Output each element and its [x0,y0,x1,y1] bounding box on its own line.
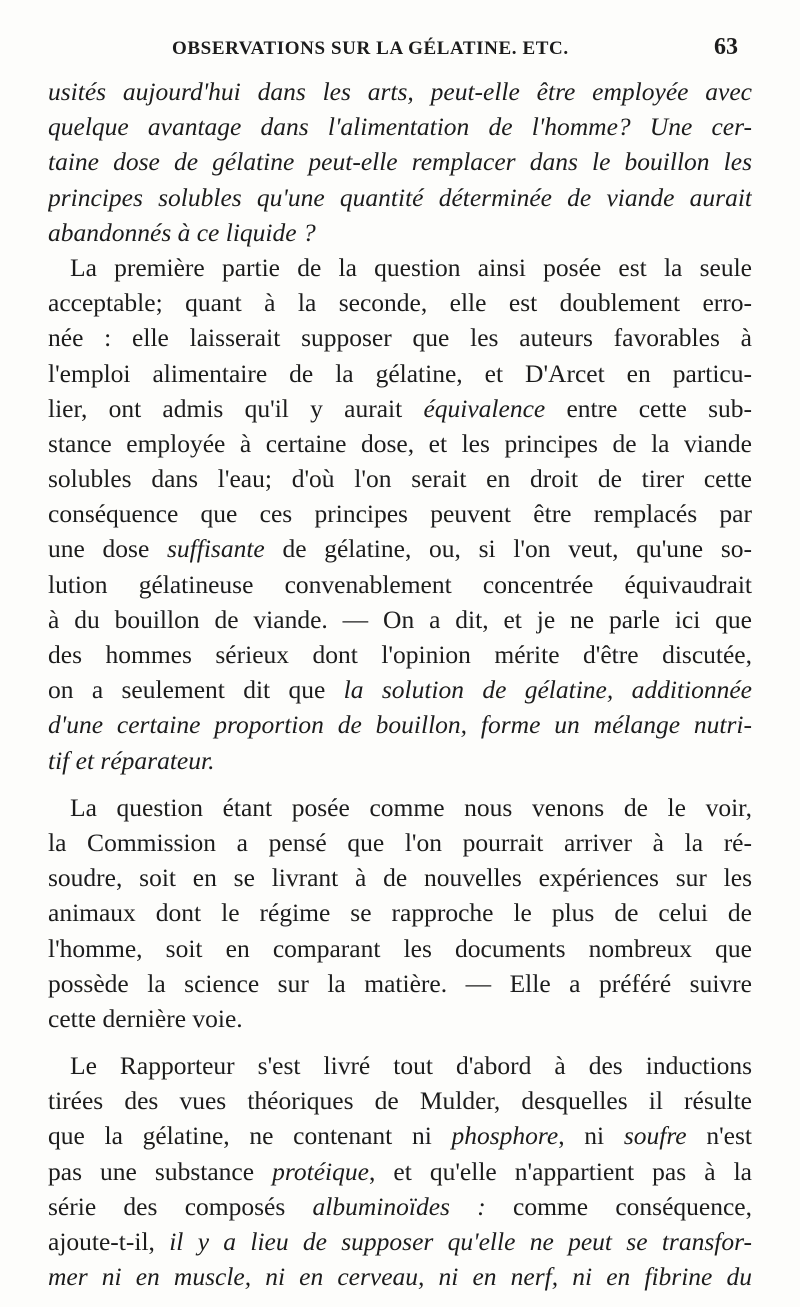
paragraph-rapporteur [48,1048,752,1294]
text-line: possède la science sur la matière. — Elle a préféré suivre [48,968,752,998]
text-line [48,1189,752,1224]
text-line: des hommes sérieux dont l'opinion mérite d'être discutée, [48,640,752,669]
text-line: La question étant posée comme nous venons de le voir, [70,792,752,822]
emphasis-run: albuminoïdes : [312,1191,486,1221]
paragraph-gap [48,778,752,790]
text-line: La première partie de la question ainsi posée est la seule [70,252,752,282]
text-run: n'est [686,1121,752,1151]
emphasis-run: suffisante [166,534,265,564]
text-line [48,672,752,707]
text-line: taine dose de gélatine peut-elle remplacer dans le bouillon les [48,147,752,177]
text-line: animaux dont le régime se rapproche le plus de celui de [48,898,752,928]
text-run: on a seulement dit que [48,675,344,705]
paragraph-quote-continuation [48,74,752,250]
text-run: série des composés [48,1191,313,1221]
text-line: tirées des vues théoriques de Mulder, desquelles il résulte [48,1086,752,1116]
text-line [48,531,752,566]
text-line [48,1118,752,1153]
text-line: à du bouillon de viande. — On a dit, et je ne parle ici que [48,604,752,634]
text-line: tif et réparateur. [48,745,215,775]
text-line [48,1154,752,1189]
paragraph-gap [48,1036,752,1048]
text-run: que la gélatine, ne contenant ni [48,1121,452,1151]
text-line: lution gélatineuse convenablement concentrée équivaudrait [48,569,752,599]
running-head [48,34,752,66]
emphasis-run: soufre [623,1121,687,1151]
text-line: née : elle laisserait supposer que les auteurs favorables à [48,323,752,353]
text-line: Le Rapporteur s'est livré tout d'abord à des inductions [70,1051,752,1081]
text-line: mer ni en muscle, ni en cerveau, ni en nerf, ni en fibrine du [48,1262,752,1292]
page-number: 63 [714,34,738,60]
page-body [48,74,752,1294]
text-run: , et qu'elle n'appartient pas à la [368,1156,752,1186]
paragraph-question-analysis [48,250,752,778]
emphasis-run: équivalence [423,393,546,423]
text-line: stance employée à certaine dose, et les principes de la viande [48,428,752,458]
text-line: d'une certaine proportion de bouillon, forme un mélange nutri- [48,710,752,740]
text-line: l'homme, soit en comparant les documents nombreux que [48,933,752,963]
text-line: l'emploi alimentaire de la gélatine, et D'Arcet en particu- [48,358,752,388]
text-line: la Commission a pensé que l'on pourrait arriver à la ré- [48,827,752,857]
text-run: comme conséquence, [485,1191,752,1221]
text-line: abandonnés à ce liquide ? [48,217,316,247]
text-line: quelque avantage dans l'alimentation de l'homme? Une cer- [48,112,752,142]
paragraph-commission [48,790,752,1036]
text-run: entre cette sub- [545,393,752,423]
text-line: principes solubles qu'une quantité déterminée de viande aurait [48,182,752,212]
text-line: usités aujourd'hui dans les arts, peut-elle être employée avec [48,77,752,106]
text-line: acceptable; quant à la seconde, elle est doublement erro- [48,288,752,318]
text-run: , ni [558,1121,624,1151]
text-run: pas une substance [48,1156,273,1186]
text-run: une dose [48,534,167,564]
emphasis-run: protéique [272,1156,369,1186]
text-run: ajoute-t-il, [48,1227,170,1256]
text-line: solubles dans l'eau; d'où l'on serait en droit de tirer cette [48,464,752,494]
running-title: OBSERVATIONS SUR LA GÉLATINE. ETC. [172,38,569,59]
text-run: lier, ont admis qu'il y aurait [48,393,424,423]
emphasis-run: la solution de gélatine, additionnée [343,675,752,705]
text-line: conséquence que ces principes peuvent être remplacés par [48,499,752,529]
text-line [48,1224,752,1259]
text-line: cette dernière voie. [48,1003,243,1033]
emphasis-run: phosphore [451,1121,559,1151]
emphasis-run: il y a lieu de supposer qu'elle ne peut se transfor- [169,1227,752,1256]
text-run: de gélatine, ou, si l'on veut, qu'une so- [264,534,752,564]
text-line [48,391,752,426]
text-line: soudre, soit en se livrant à de nouvelles expériences sur les [48,863,752,893]
